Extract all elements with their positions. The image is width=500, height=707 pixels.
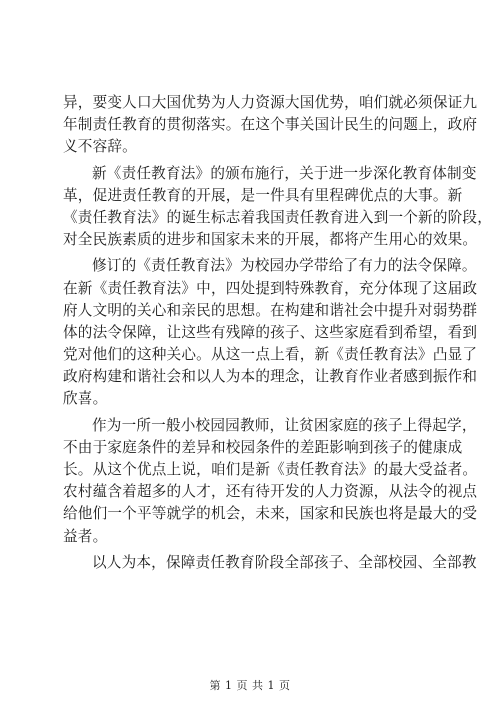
paragraph-line: 体的法令保障，让这些有残障的孩子、这些家庭看到希望，看到 bbox=[63, 323, 478, 341]
paragraph-line: 政府构建和谐社会和以人为本的理念，让教育作业者感到振作和 bbox=[63, 368, 478, 386]
paragraph bbox=[63, 163, 493, 252]
paragraph-line: 对全民族素质的进步和国家未来的开展，都将产生用心的效果。 bbox=[63, 231, 478, 249]
paragraph-line: 党对他们的这种关心。从这一点上看，新《责任教育法》凸显了 bbox=[63, 346, 478, 364]
paragraph-line: 长。从这个优点上说，咱们是新《责任教育法》的最大受益者。 bbox=[63, 461, 478, 478]
paragraph-line: 新《责任教育法》的颁布施行，关于进一步深化教育体制变 bbox=[92, 164, 477, 182]
paragraph bbox=[63, 415, 478, 548]
paragraph bbox=[63, 552, 477, 574]
paragraph bbox=[63, 92, 478, 159]
paragraph-line: 《责任教育法》的诞生标志着我国责任教育进入到一个新的阶段， bbox=[63, 208, 493, 226]
paragraph-line: 异，要变人口大国优势为人力资源大国优势，咱们就必须保证九 bbox=[63, 94, 478, 111]
paragraph-line: 作为一所一般小校园园教师，让贫困家庭的孩子上得起学， bbox=[92, 416, 477, 434]
paragraph-line: 府人文明的关心和亲民的思想。在构建和谐社会中提升对弱势群 bbox=[63, 301, 478, 319]
paragraph-line: 修订的《责任教育法》为校园办学带给了有力的法令保障。 bbox=[92, 257, 477, 275]
paragraph-line: 革，促进责任教育的开展，是一件具有里程碑优点的大事。新 bbox=[63, 186, 463, 204]
paragraph-line: 益者。 bbox=[63, 527, 108, 545]
paragraph-line: 给他们一个平等就学的机会，未来，国家和民族也将是最大的受 bbox=[63, 505, 478, 523]
paragraph-line: 欣喜。 bbox=[63, 390, 108, 408]
paragraph-line: 农村蕴含着超多的人才，还有待开发的人力资源，从法令的视点 bbox=[63, 483, 478, 501]
page-footer: 第 1 页 共 1 页 bbox=[209, 679, 291, 692]
paragraph-line: 年制责任教育的贯彻落实。在这个事关国计民生的问题上，政府 bbox=[63, 116, 478, 134]
paragraph-line: 在新《责任教育法》中，四处提到特殊教育，充分体现了这届政 bbox=[63, 279, 478, 297]
paragraph-line: 不由于家庭条件的差异和校园条件的差距影响到孩子的健康成 bbox=[63, 438, 463, 456]
paragraph-line: 以人为本，保障责任教育阶段全部孩子、全部校园、全部教 bbox=[92, 553, 477, 571]
document-body bbox=[63, 92, 493, 574]
paragraph bbox=[63, 255, 478, 410]
paragraph-line: 义不容辞。 bbox=[63, 138, 137, 156]
